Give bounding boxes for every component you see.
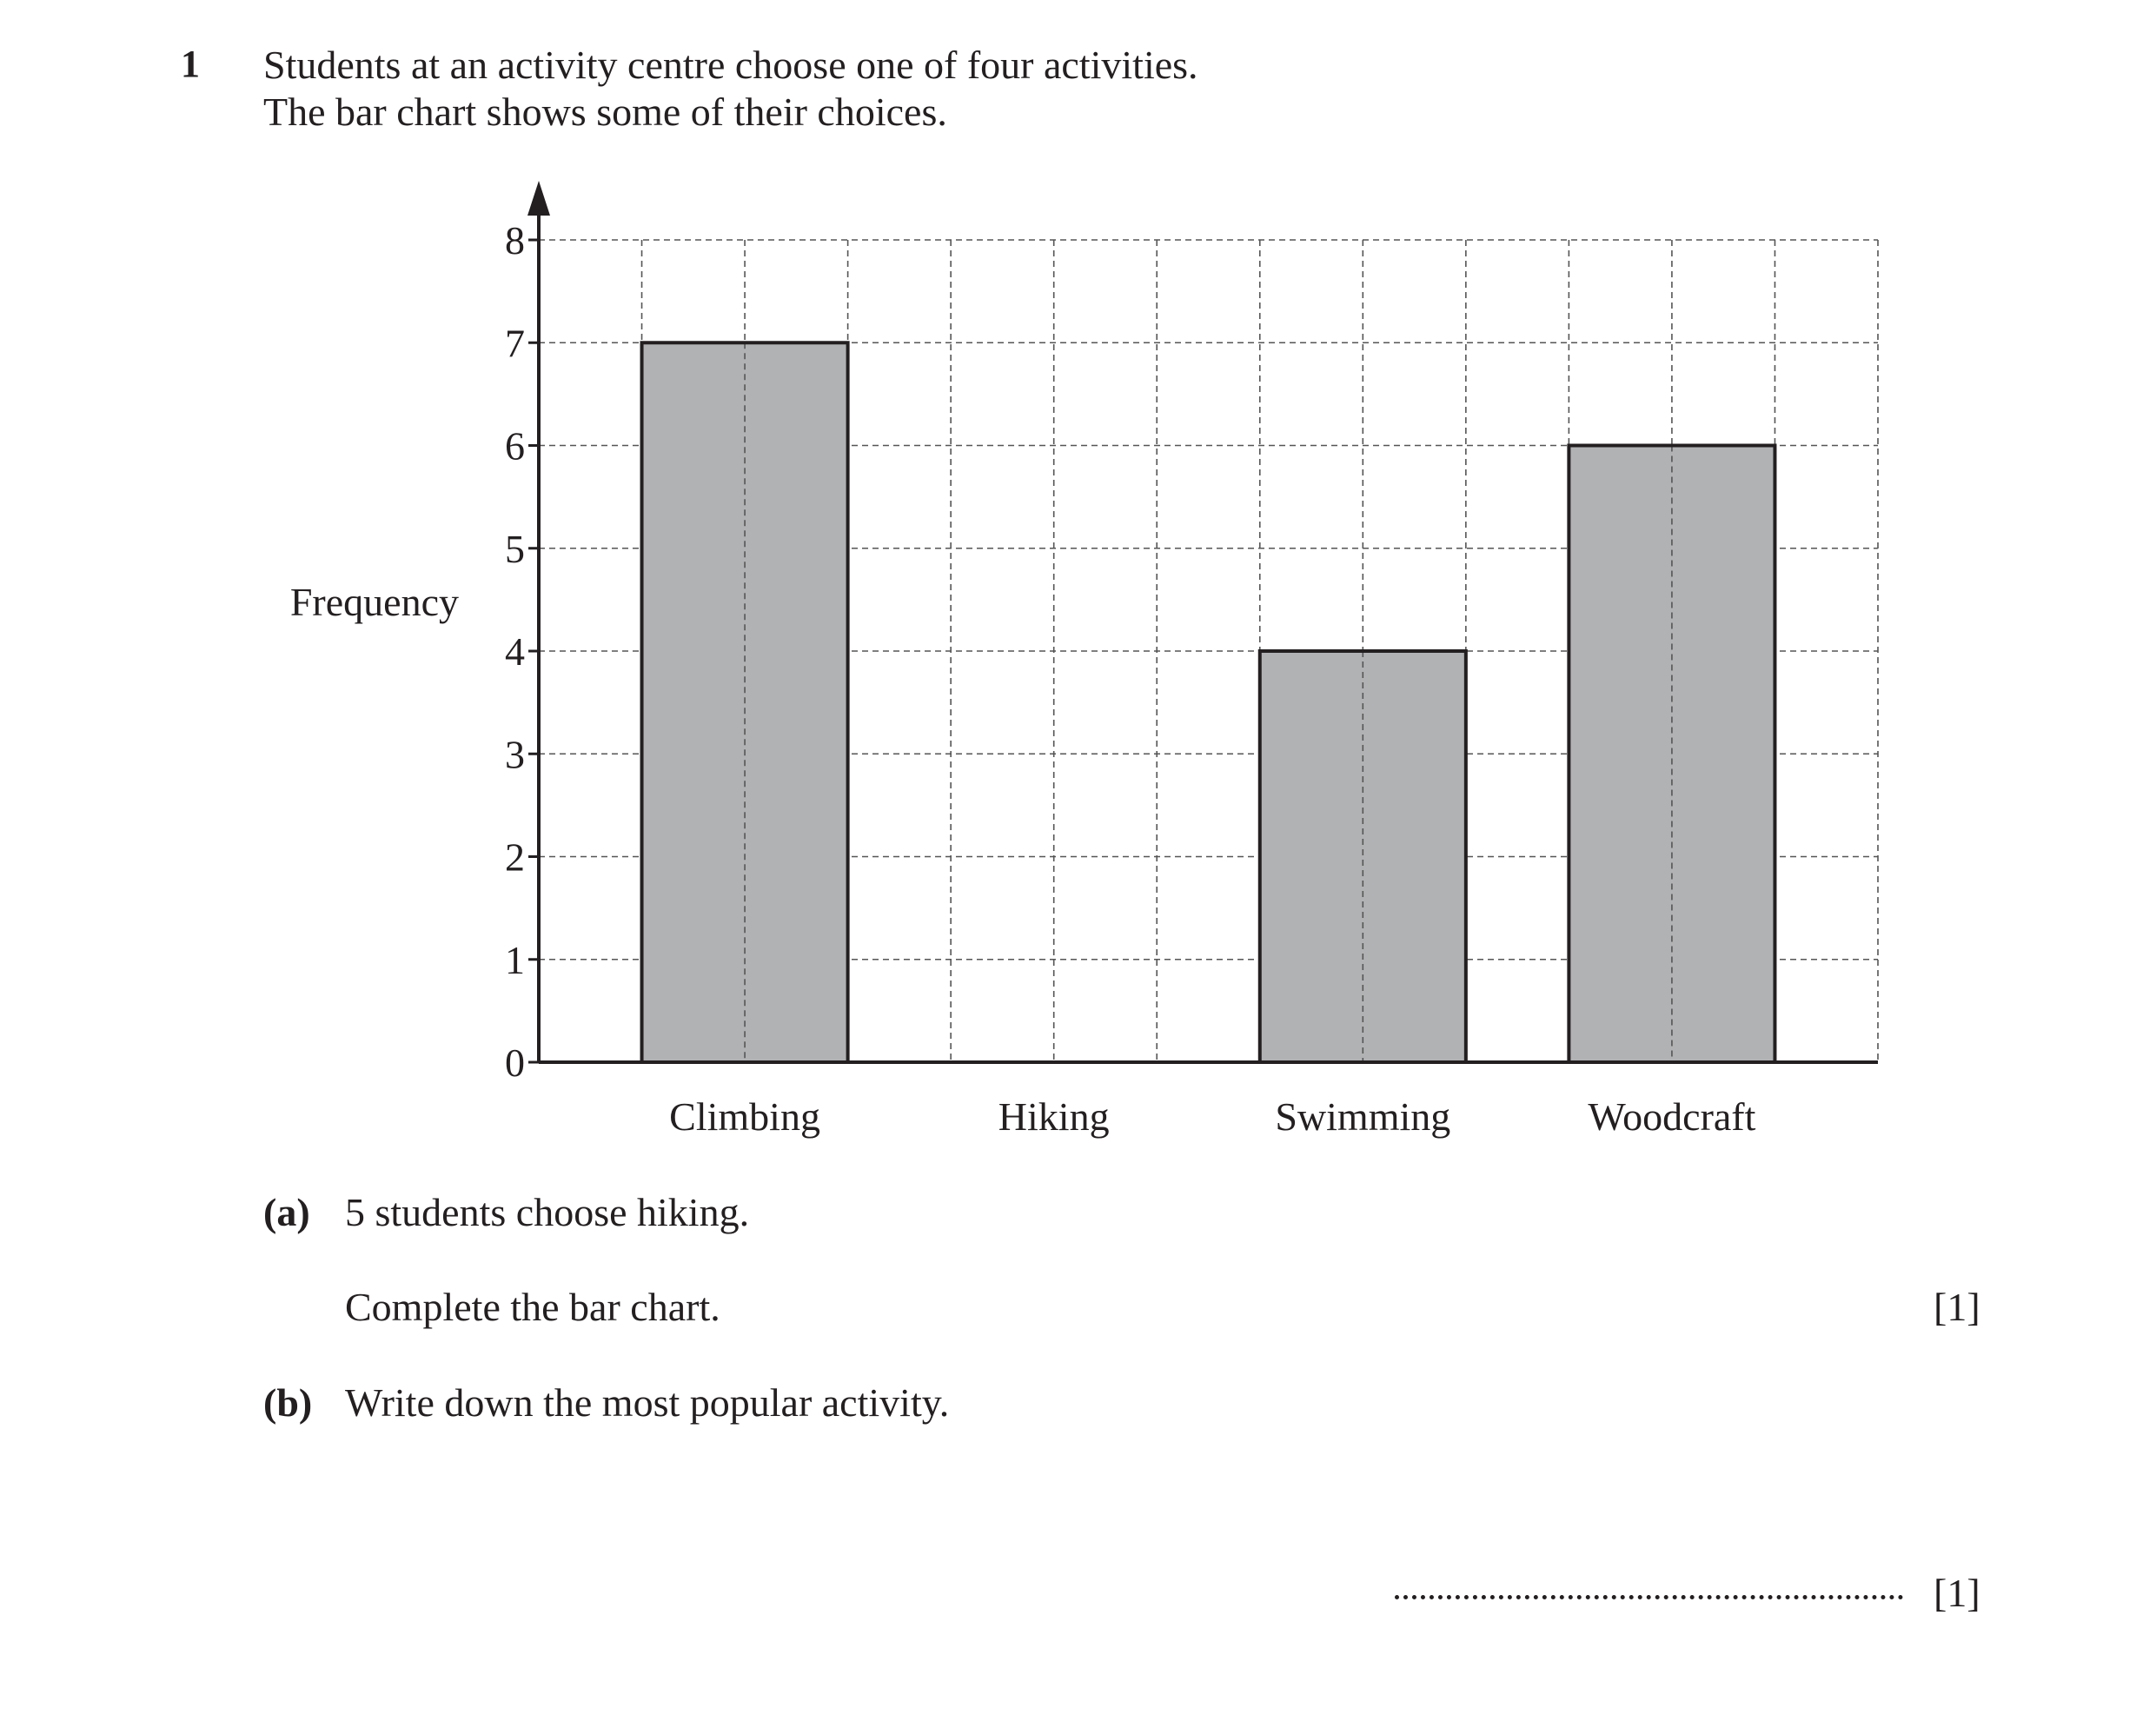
y-axis-tick-labels — [505, 218, 525, 1085]
x-tick-label-climbing: Climbing — [669, 1094, 820, 1139]
x-tick-label-swimming: Swimming — [1275, 1094, 1451, 1139]
answer-line[interactable] — [1395, 1595, 1903, 1599]
y-tick-label: 2 — [505, 834, 525, 880]
part-a-label: (a) — [263, 1190, 310, 1234]
y-tick-label: 6 — [505, 423, 525, 469]
y-tick-label: 8 — [505, 218, 525, 263]
part-b-text: Write down the most popular activity. — [345, 1380, 950, 1425]
y-tick-label: 4 — [505, 629, 525, 674]
part-b-label: (b) — [263, 1380, 313, 1425]
question-number: 1 — [181, 43, 200, 85]
y-tick-label: 0 — [505, 1040, 525, 1085]
y-tick-label: 3 — [505, 732, 525, 777]
x-tick-label-woodcraft: Woodcraft — [1588, 1094, 1756, 1139]
part-a-marks: [1] — [1934, 1285, 1980, 1329]
x-axis-category-labels — [669, 1094, 1755, 1139]
part-b-marks: [1] — [1934, 1571, 1980, 1615]
x-tick-label-hiking: Hiking — [998, 1094, 1110, 1139]
part-a-instruction: Complete the bar chart. — [345, 1285, 720, 1329]
y-tick-label: 1 — [505, 937, 525, 982]
question-intro-line-1: Students at an activity centre choose one of four activities. — [263, 43, 1198, 87]
question-intro-line-2: The bar chart shows some of their choices. — [263, 90, 947, 134]
chart-bars — [642, 342, 1775, 1062]
y-tick-label: 7 — [505, 321, 525, 366]
y-axis-label: Frequency — [289, 580, 459, 624]
y-axis-arrow-icon — [527, 181, 550, 216]
y-tick-label: 5 — [505, 526, 525, 571]
part-a-text: 5 students choose hiking. — [345, 1190, 750, 1234]
